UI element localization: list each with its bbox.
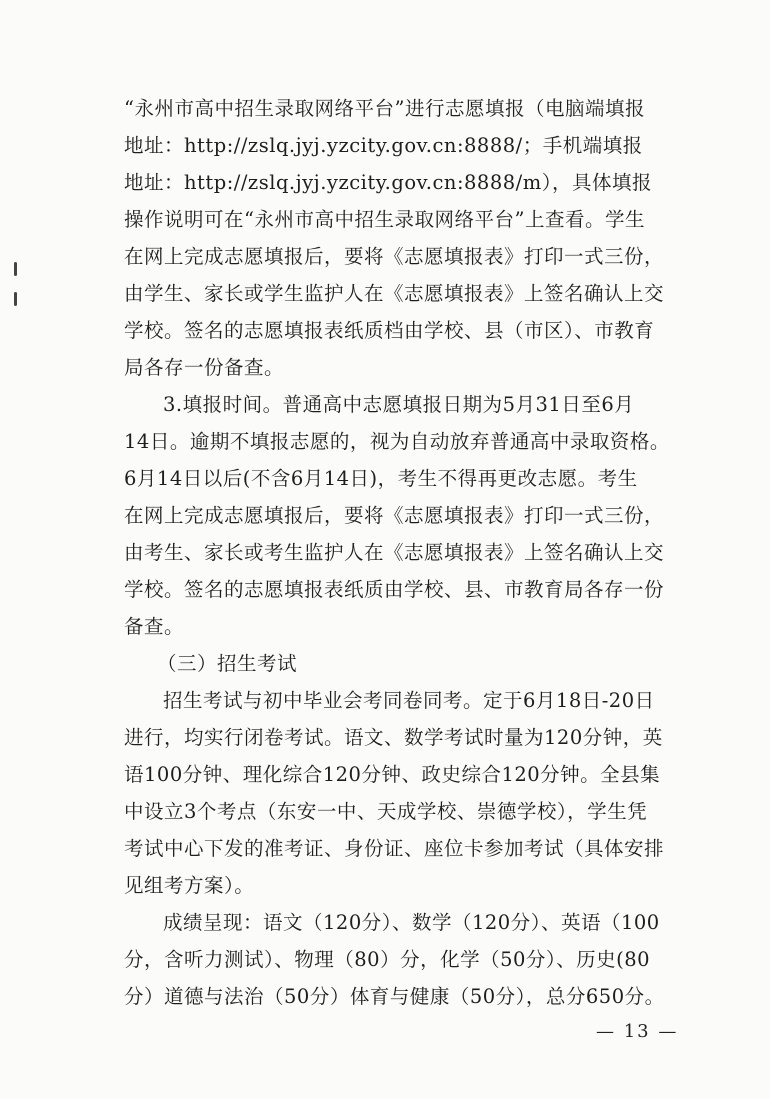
paragraph-line: 地址：http://zslq.jyj.yzcity.gov.cn:8888/m），具体填报: [124, 171, 652, 194]
paragraph-line: 6月14日以后(不含6月14日)，考生不得再更改志愿。考生: [124, 467, 638, 490]
paragraph-line: 操作说明可在“永州市高中招生录取网络平台”上查看。学生: [124, 208, 645, 231]
paragraph-line: 在网上完成志愿填报后，要将《志愿填报表》打印一式三份，: [124, 245, 665, 268]
paragraph-line: 分，含听力测试）、物理（80）分，化学（50分）、历史(80: [124, 948, 651, 971]
paragraph-line: 学校。签名的志愿填报表纸质档由学校、县（市区）、市教育: [124, 319, 655, 342]
section-heading: （三）招生考试: [157, 652, 298, 675]
paragraph-line: 由考生、家长或考生监护人在《志愿填报表》上签名确认上交: [124, 541, 665, 564]
paragraph-line: “永州市高中招生录取网络平台”进行志愿填报（电脑端填报: [124, 97, 645, 120]
paragraph-line: 见组考方案）。: [124, 874, 255, 897]
paragraph-line: 3.填报时间。普通高中志愿填报日期为5月31日至6月: [163, 393, 635, 416]
paragraph-line: 学校。签名的志愿填报表纸质由学校、县、市教育局各存一份: [124, 578, 665, 601]
paragraph-line: 局各存一份备查。: [124, 356, 285, 379]
scan-mark: [14, 292, 17, 306]
paragraph-line: 地址：http://zslq.jyj.yzcity.gov.cn:8888/；手机端填报: [124, 134, 643, 157]
paragraph-line: 分）道德与法治（50分）体育与健康（50分），总分650分。: [124, 985, 665, 1008]
paragraph-line: 招生考试与初中毕业会考同卷同考。定于6月18日-20日: [163, 689, 655, 712]
paragraph-line: 中设立3个考点（东安一中、天成学校、崇德学校），学生凭: [124, 800, 648, 823]
paragraph-line: 14日。逾期不填报志愿的，视为自动放弃普通高中录取资格。: [124, 430, 670, 453]
paragraph-line: 在网上完成志愿填报后，要将《志愿填报表》打印一式三份，: [124, 504, 665, 527]
paragraph-line: 备查。: [124, 615, 185, 638]
page-number: — 13 —: [596, 1021, 679, 1042]
document-body: [124, 90, 684, 1015]
paragraph-line: 语100分钟、理化综合120分钟、政史综合120分钟。全县集: [124, 763, 661, 786]
paragraph-line: 考试中心下发的准考证、身份证、座位卡参加考试（具体安排: [124, 837, 665, 860]
paragraph-line: 进行，均实行闭卷考试。语文、数学考试时量为120分钟，英: [124, 726, 663, 749]
scan-mark: [14, 262, 17, 276]
paragraph-line: 成绩呈现：语文（120分）、数学（120分）、英语（100: [163, 911, 660, 934]
paragraph-line: 由学生、家长或学生监护人在《志愿填报表》上签名确认上交: [124, 282, 665, 305]
